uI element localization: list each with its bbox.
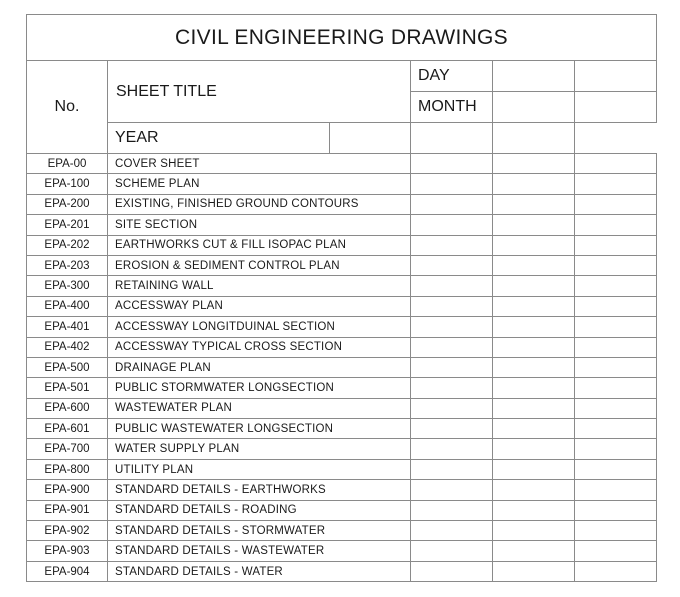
- revision-cell: [411, 255, 493, 275]
- sheet-row: [27, 317, 657, 337]
- year-label: YEAR: [108, 123, 330, 154]
- revision-cell: [493, 215, 575, 235]
- revision-cell: [493, 500, 575, 520]
- sheet-number: EPA-402: [27, 337, 108, 357]
- revision-cell: [493, 194, 575, 214]
- sheet-row: [27, 276, 657, 296]
- sheet-title: PUBLIC STORMWATER LONGSECTION: [108, 378, 411, 398]
- revision-cell: [493, 398, 575, 418]
- revision-cell: [575, 154, 657, 174]
- revision-cell: [493, 521, 575, 541]
- revision-cell: [411, 296, 493, 316]
- document-title: CIVIL ENGINEERING DRAWINGS: [27, 15, 657, 61]
- day-label: DAY: [411, 61, 493, 92]
- revision-cell: [575, 561, 657, 581]
- sheet-title: EXISTING, FINISHED GROUND CONTOURS: [108, 194, 411, 214]
- revision-cell: [411, 439, 493, 459]
- revision-cell: [411, 154, 493, 174]
- revision-cell: [411, 337, 493, 357]
- revision-cell: [493, 276, 575, 296]
- sheet-row: [27, 357, 657, 377]
- day-cell: [493, 61, 575, 92]
- revision-cell: [411, 276, 493, 296]
- year-cell: [330, 123, 411, 154]
- sheet-number: EPA-100: [27, 174, 108, 194]
- revision-cell: [411, 500, 493, 520]
- revision-cell: [411, 521, 493, 541]
- revision-cell: [411, 378, 493, 398]
- sheet-row: [27, 215, 657, 235]
- sheet-title: STANDARD DETAILS - WASTEWATER: [108, 541, 411, 561]
- sheet-number: EPA-601: [27, 419, 108, 439]
- revision-cell: [575, 541, 657, 561]
- sheet-number: EPA-900: [27, 480, 108, 500]
- sheet-number: EPA-401: [27, 317, 108, 337]
- sheet-row: [27, 296, 657, 316]
- revision-cell: [493, 541, 575, 561]
- revision-cell: [493, 439, 575, 459]
- sheet-title-column-header: SHEET TITLE: [108, 61, 411, 123]
- header-row-year: [27, 123, 657, 154]
- revision-cell: [493, 459, 575, 479]
- month-cell: [493, 92, 575, 123]
- revision-cell: [411, 357, 493, 377]
- revision-cell: [493, 378, 575, 398]
- header-row-day: [27, 61, 657, 92]
- revision-cell: [575, 398, 657, 418]
- sheet-number: EPA-501: [27, 378, 108, 398]
- month-label: MONTH: [411, 92, 493, 123]
- revision-cell: [493, 296, 575, 316]
- sheet-title: ACCESSWAY PLAN: [108, 296, 411, 316]
- revision-cell: [411, 215, 493, 235]
- sheet-row: [27, 154, 657, 174]
- revision-cell: [575, 357, 657, 377]
- revision-cell: [575, 235, 657, 255]
- revision-cell: [411, 541, 493, 561]
- sheet-title: STANDARD DETAILS - STORMWATER: [108, 521, 411, 541]
- sheet-title: DRAINAGE PLAN: [108, 357, 411, 377]
- sheet-row: [27, 378, 657, 398]
- day-cell: [575, 61, 657, 92]
- sheet-row: [27, 500, 657, 520]
- sheet-number: EPA-200: [27, 194, 108, 214]
- revision-cell: [575, 296, 657, 316]
- sheet-number: EPA-902: [27, 521, 108, 541]
- sheet-row: [27, 541, 657, 561]
- sheet-title: RETAINING WALL: [108, 276, 411, 296]
- revision-cell: [575, 521, 657, 541]
- sheet-number: EPA-903: [27, 541, 108, 561]
- sheet-title: WATER SUPPLY PLAN: [108, 439, 411, 459]
- sheet-number: EPA-00: [27, 154, 108, 174]
- sheet-title: SITE SECTION: [108, 215, 411, 235]
- revision-cell: [575, 337, 657, 357]
- revision-cell: [575, 419, 657, 439]
- sheet-title: STANDARD DETAILS - EARTHWORKS: [108, 480, 411, 500]
- drawing-register-table: [26, 14, 657, 582]
- sheet-row: [27, 235, 657, 255]
- sheet-number: EPA-500: [27, 357, 108, 377]
- sheet-row: [27, 480, 657, 500]
- sheet-row: [27, 419, 657, 439]
- sheet-row: [27, 337, 657, 357]
- sheet-title: EARTHWORKS CUT & FILL ISOPAC PLAN: [108, 235, 411, 255]
- revision-cell: [493, 357, 575, 377]
- sheet-number: EPA-800: [27, 459, 108, 479]
- revision-cell: [411, 317, 493, 337]
- sheet-row: [27, 439, 657, 459]
- sheet-title: WASTEWATER PLAN: [108, 398, 411, 418]
- sheet-number: EPA-202: [27, 235, 108, 255]
- sheet-row: [27, 459, 657, 479]
- revision-cell: [575, 459, 657, 479]
- sheet-title: COVER SHEET: [108, 154, 411, 174]
- revision-cell: [575, 378, 657, 398]
- sheet-title: ACCESSWAY TYPICAL CROSS SECTION: [108, 337, 411, 357]
- revision-cell: [493, 561, 575, 581]
- sheet-number: EPA-600: [27, 398, 108, 418]
- sheet-row: [27, 174, 657, 194]
- revision-cell: [575, 194, 657, 214]
- sheet-row: [27, 194, 657, 214]
- sheet-number: EPA-904: [27, 561, 108, 581]
- revision-cell: [493, 235, 575, 255]
- revision-cell: [411, 419, 493, 439]
- sheet-title: ACCESSWAY LONGITDUINAL SECTION: [108, 317, 411, 337]
- revision-cell: [411, 459, 493, 479]
- sheet-number: EPA-901: [27, 500, 108, 520]
- revision-cell: [493, 337, 575, 357]
- revision-cell: [575, 255, 657, 275]
- revision-cell: [575, 215, 657, 235]
- revision-cell: [411, 398, 493, 418]
- revision-cell: [493, 154, 575, 174]
- revision-cell: [575, 500, 657, 520]
- month-cell: [575, 92, 657, 123]
- revision-cell: [575, 317, 657, 337]
- sheet-row: [27, 561, 657, 581]
- no-column-header: No.: [27, 61, 108, 154]
- sheet-title: PUBLIC WASTEWATER LONGSECTION: [108, 419, 411, 439]
- title-row: [27, 15, 657, 61]
- revision-cell: [575, 174, 657, 194]
- sheet-title: UTILITY PLAN: [108, 459, 411, 479]
- sheet-number: EPA-203: [27, 255, 108, 275]
- sheet-row: [27, 398, 657, 418]
- revision-cell: [493, 317, 575, 337]
- revision-cell: [411, 235, 493, 255]
- sheet-title: STANDARD DETAILS - ROADING: [108, 500, 411, 520]
- revision-cell: [493, 480, 575, 500]
- revision-cell: [575, 439, 657, 459]
- sheet-number: EPA-201: [27, 215, 108, 235]
- revision-cell: [411, 480, 493, 500]
- revision-cell: [575, 276, 657, 296]
- sheet-title: SCHEME PLAN: [108, 174, 411, 194]
- year-cell: [493, 123, 575, 154]
- sheet-number: EPA-700: [27, 439, 108, 459]
- revision-cell: [411, 194, 493, 214]
- sheet-row: [27, 521, 657, 541]
- revision-cell: [575, 480, 657, 500]
- year-cell: [411, 123, 493, 154]
- revision-cell: [493, 255, 575, 275]
- sheet-row: [27, 255, 657, 275]
- revision-cell: [493, 174, 575, 194]
- sheet-title: STANDARD DETAILS - WATER: [108, 561, 411, 581]
- sheet-number: EPA-400: [27, 296, 108, 316]
- sheet-number: EPA-300: [27, 276, 108, 296]
- revision-cell: [411, 561, 493, 581]
- sheet-title: EROSION & SEDIMENT CONTROL PLAN: [108, 255, 411, 275]
- revision-cell: [411, 174, 493, 194]
- revision-cell: [493, 419, 575, 439]
